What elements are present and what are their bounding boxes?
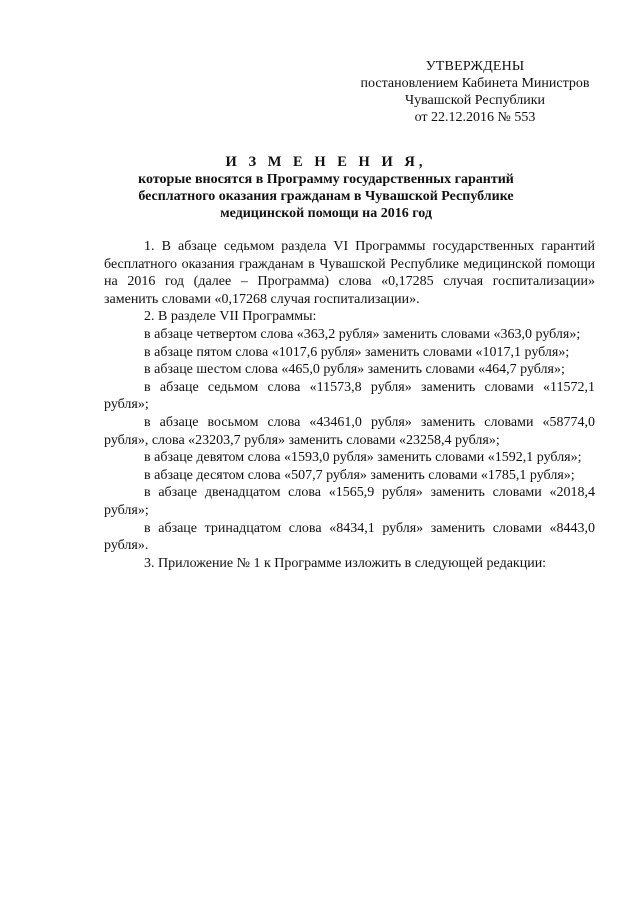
approval-stamp-block	[340, 58, 610, 126]
approved-label: УТВЕРЖДЕНЫ	[425, 59, 525, 74]
approval-line-republic: Чувашской Республики	[404, 93, 546, 108]
paragraph-amendment-twelfth: в абзаце двенадцатом слова «1565,9 рубля» заменить словами «2018,4 рубля»;	[104, 485, 595, 518]
paragraph-amendment-thirteenth: в абзаце тринадцатом слова «8434,1 рубля» заменить словами «8443,0 рубля».	[104, 520, 595, 554]
paragraph-amendment-ninth: в абзаце девятом слова «1593,0 рубля» заменить словами «1592,1 рубля»;	[144, 450, 582, 466]
document-title	[96, 154, 556, 222]
title-line-3: медицинской помощи на 2016 год	[220, 206, 432, 221]
title-heading: И З М Е Н Е Н И Я,	[225, 154, 427, 170]
paragraph-item-1: 1. В абзаце седьмом раздела VI Программы государственных гарантий бесплатного оказания гражданам в Чувашской Республике медицинской помощи на 2016 год (далее – Программа) слова «0,17285 случая госпитализации» заменить словами «0,17268 случая госпитализации».	[104, 239, 595, 307]
approval-line-date-number: от 22.12.2016 № 553	[414, 110, 536, 125]
paragraph-amendment-fifth: в абзаце пятом слова «1017,6 рубля» заменить словами «1017,1 рубля»;	[144, 344, 570, 360]
paragraph-amendment-eighth: в абзаце восьмом слова «43461,0 рубля» заменить словами «58774,0 рубля», слова «23203,7 рубля» заменить словами «23258,4 рубля»;	[104, 414, 595, 448]
title-line-2: бесплатного оказания гражданам в Чувашской Республике	[138, 189, 514, 204]
title-line-1: которые вносятся в Программу государственных гарантий	[138, 172, 514, 187]
paragraph-amendment-tenth: в абзаце десятом слова «507,7 рубля» заменить словами «1785,1 рубля»;	[144, 467, 575, 483]
paragraph-amendment-seventh: в абзаце седьмом слова «11573,8 рубля» заменить словами «11572,1 рубля»;	[104, 379, 595, 413]
paragraph-item-3: 3. Приложение № 1 к Программе изложить в следующей редакции:	[144, 555, 547, 571]
paragraph-item-2: 2. В разделе VII Программы:	[144, 309, 317, 325]
paragraph-amendment-sixth: в абзаце шестом слова «465,0 рубля» заменить словами «464,7 рубля»;	[144, 362, 565, 378]
approval-line-resolution: постановлением Кабинета Министров	[360, 76, 590, 91]
document-body	[104, 238, 595, 572]
paragraph-amendment-fourth: в абзаце четвертом слова «363,2 рубля» заменить словами «363,0 рубля»;	[144, 326, 581, 342]
